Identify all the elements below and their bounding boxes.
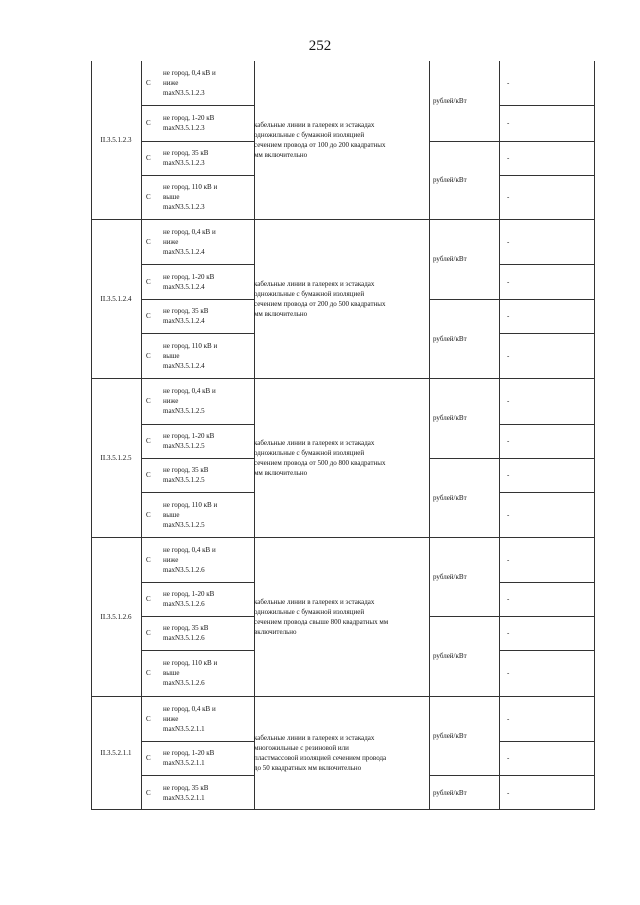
row-unit: рублей/кВт [433, 731, 467, 740]
row-unit: рублей/кВт [433, 414, 467, 422]
row-unit: рублей/кВт [433, 572, 467, 581]
row-value: - [507, 312, 510, 320]
row-unit: рублей/кВт [433, 652, 467, 660]
row-letter: С [146, 351, 151, 360]
row-value: - [507, 193, 510, 201]
row-code: II.3.5.1.2.4 [100, 294, 132, 303]
row-voltage-level: не город, 110 кВ и выше maxN3.5.1.2.6 [163, 659, 218, 687]
row-voltage-level: не город, 35 кВ maxN3.5.1.2.6 [163, 624, 209, 642]
page-number: 252 [308, 38, 332, 54]
row-code: II.3.5.1.2.3 [100, 136, 132, 144]
row-letter: С [146, 510, 151, 519]
row-description: кабельные линии в галереях и эстакадах одножильные с бумажной изоляцией сечением провода от 500 до 800 квадратных мм включительно [254, 438, 386, 477]
row-value: - [507, 510, 510, 519]
row-letter: С [146, 154, 151, 162]
row-value: - [507, 669, 510, 677]
row-voltage-level: не город, 1-20 кВ maxN3.5.1.2.5 [163, 432, 215, 450]
row-unit: рублей/кВт [433, 255, 467, 263]
row-value: - [507, 154, 510, 162]
row-letter: С [146, 397, 151, 405]
row-letter: С [146, 193, 151, 201]
row-value: - [507, 437, 510, 445]
row-description: кабельные линии в галереях и эстакадах многожильные с резиновой или пластмассовой изоляцией сечением провода до 50 квадратных мм включительно [254, 734, 387, 772]
row-letter: С [146, 595, 151, 603]
row-letter: С [146, 555, 151, 564]
row-code: II.3.5.1.2.6 [100, 612, 132, 621]
row-value: - [507, 754, 510, 762]
row-voltage-level: не город, 1-20 кВ maxN3.5.1.2.3 [163, 114, 215, 132]
row-letter: С [146, 119, 151, 127]
row-letter: С [146, 79, 151, 87]
row-voltage-level: не город, 110 кВ и выше maxN3.5.1.2.3 [163, 183, 218, 211]
row-description: кабельные линии в галереях и эстакадах одножильные с бумажной изоляцией сечением провода от 100 до 200 квадратных мм включительно [254, 121, 386, 159]
row-voltage-level: не город, 1-20 кВ maxN3.5.2.1.1 [163, 749, 215, 767]
row-value: - [507, 277, 510, 286]
row-letter: С [146, 788, 151, 797]
row-letter: С [146, 277, 151, 286]
row-letter: С [146, 312, 151, 320]
row-code: II.3.5.1.2.5 [100, 453, 132, 462]
row-letter: С [146, 714, 151, 723]
row-voltage-level: не город, 110 кВ и выше maxN3.5.1.2.5 [163, 500, 218, 529]
row-voltage-level: не город, 0,4 кВ и ниже maxN3.5.1.2.3 [163, 69, 216, 97]
row-code: II.3.5.2.1.1 [100, 749, 132, 757]
row-value: - [507, 629, 510, 637]
tariff-table [91, 61, 595, 810]
row-voltage-level: не город, 110 кВ и выше maxN3.5.1.2.4 [163, 341, 218, 370]
row-unit: рублей/кВт [433, 334, 467, 343]
row-value: - [507, 79, 510, 87]
row-value: - [507, 119, 510, 127]
row-unit: рублей/кВт [433, 788, 467, 797]
row-value: - [507, 237, 510, 246]
row-letter: С [146, 629, 151, 637]
row-description: кабельные линии в галереях и эстакадах одножильные с бумажной изоляцией сечением провода свыше 800 квадратных мм включительно [254, 597, 389, 636]
row-voltage-level: не город, 1-20 кВ maxN3.5.1.2.6 [163, 590, 215, 608]
row-unit: рублей/кВт [433, 493, 467, 502]
row-unit: рублей/кВт [433, 97, 467, 105]
row-voltage-level: не город, 1-20 кВ maxN3.5.1.2.4 [163, 272, 215, 291]
row-value: - [507, 471, 510, 479]
row-voltage-level: не город, 35 кВ maxN3.5.1.2.5 [163, 466, 209, 484]
row-voltage-level: не город, 35 кВ maxN3.5.1.2.3 [163, 149, 209, 167]
row-voltage-level: не город, 0,4 кВ и ниже maxN3.5.1.2.6 [163, 545, 216, 574]
row-description: кабельные линии в галереях и эстакадах одножильные с бумажной изоляцией сечением провода от 200 до 500 квадратных мм включительно [254, 279, 386, 318]
row-value: - [507, 788, 510, 797]
row-letter: С [146, 669, 151, 677]
row-voltage-level: не город, 0,4 кВ и ниже maxN3.5.1.2.4 [163, 227, 216, 256]
row-voltage-level: не город, 35 кВ maxN3.5.1.2.4 [163, 307, 209, 325]
row-value: - [507, 397, 510, 405]
row-voltage-level: не город, 35 кВ maxN3.5.2.1.1 [163, 783, 209, 802]
row-value: - [507, 555, 510, 564]
row-value: - [507, 714, 510, 723]
row-value: - [507, 351, 510, 360]
row-letter: С [146, 754, 151, 762]
row-letter: С [146, 471, 151, 479]
row-letter: С [146, 437, 151, 445]
row-unit: рублей/кВт [433, 176, 467, 184]
row-value: - [507, 595, 510, 603]
row-letter: С [146, 237, 151, 246]
row-voltage-level: не город, 0,4 кВ и ниже maxN3.5.2.1.1 [163, 704, 216, 733]
row-voltage-level: не город, 0,4 кВ и ниже maxN3.5.1.2.5 [163, 387, 216, 415]
